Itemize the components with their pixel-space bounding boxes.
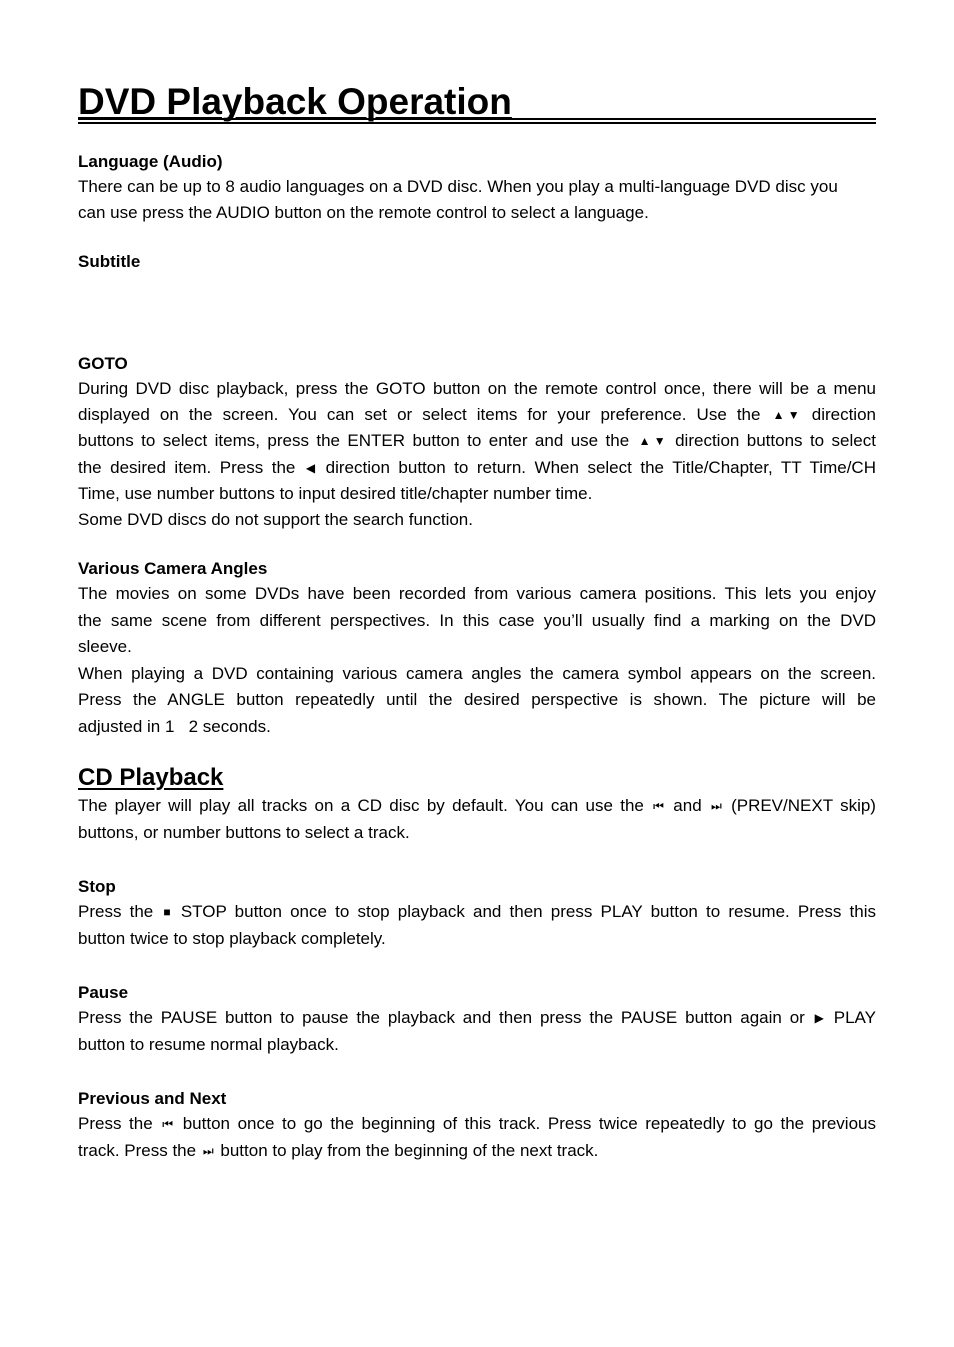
section-heading: GOTO <box>78 354 128 373</box>
section-heading: Subtitle <box>78 252 141 271</box>
paragraph-line: track. Press the ⏭ button to play from the beginning of the next track. <box>78 1138 876 1165</box>
up-down-arrow-icon: ▲ ▼ <box>772 407 800 422</box>
paragraph-line: During DVD disc playback, press the GOTO button on the remote control once, there will be a menu <box>78 379 876 398</box>
section-heading: Various Camera Angles <box>78 559 268 578</box>
section-heading: Stop <box>78 877 116 896</box>
section-heading: Language (Audio) <box>78 152 223 171</box>
prev-skip-icon: ⏮ <box>162 1117 174 1131</box>
subtitle-section <box>78 250 876 274</box>
paragraph-line: button twice to stop playback completely. <box>78 928 386 948</box>
stop-section <box>78 875 876 952</box>
play-arrow-icon: ▶ <box>814 1011 824 1025</box>
paragraph-line: sleeve. <box>78 637 132 656</box>
paragraph-line: Some DVD discs do not support the search function. <box>78 509 473 529</box>
paragraph-line: the same scene from different perspectives. In this case you’ll usually find a marking on the DVD <box>78 610 876 630</box>
paragraph-line: Press the ANGLE button repeatedly until the desired perspective is shown. The picture will be <box>78 690 876 709</box>
next-skip-icon: ⏭ <box>202 1143 214 1158</box>
paragraph-line: buttons to select items, press the ENTER button to enter and use the ▲ ▼ direction buttons to select <box>78 428 876 455</box>
pause-section <box>78 981 876 1058</box>
paragraph-line: adjusted in 1 2 seconds. <box>78 716 271 736</box>
paragraph-line: buttons, or number buttons to select a track. <box>78 822 410 842</box>
paragraph-line: The player will play all tracks on a CD disc by default. You can use the ⏮ and ⏭ (PREV/NEXT skip) <box>78 793 876 820</box>
language-section <box>78 150 876 225</box>
title-rule-bottom <box>78 122 876 124</box>
prev-skip-icon: ⏮ <box>653 799 664 813</box>
paragraph-line: can use press the AUDIO button on the remote control to select a language. <box>78 202 649 222</box>
up-down-arrow-icon: ▲ ▼ <box>638 434 666 448</box>
paragraph-line: Press the ■ STOP button once to stop playback and then press PLAY button to resume. Press this <box>78 899 876 926</box>
paragraph-line: displayed on the screen. You can set or select items for your preference. Use the ▲ ▼ direction <box>78 402 876 429</box>
left-arrow-icon: ◀ <box>305 460 316 475</box>
camera-angles-section <box>78 557 876 740</box>
section-title: CD Playback <box>78 764 224 791</box>
section-heading: Pause <box>78 983 129 1002</box>
paragraph-line: Time, use number buttons to input desired title/chapter number time. <box>78 484 593 503</box>
paragraph-line: button to resume normal playback. <box>78 1034 339 1054</box>
goto-section <box>78 352 876 532</box>
paragraph-line: When playing a DVD containing various camera angles the camera symbol appears on the screen. <box>78 663 876 683</box>
previous-next-section <box>78 1087 876 1164</box>
section-heading: Previous and Next <box>78 1089 227 1108</box>
page-title: DVD Playback Operation <box>78 81 512 122</box>
paragraph-line: There can be up to 8 audio languages on a DVD disc. When you play a multi-language DVD disc you <box>78 177 838 196</box>
paragraph-line: the desired item. Press the ◀ direction button to return. When select the Title/Chapter, TT Time/CH <box>78 455 876 482</box>
stop-icon: ■ <box>163 905 171 919</box>
paragraph-line: The movies on some DVDs have been recorded from various camera positions. This lets you enjoy <box>78 584 876 603</box>
next-skip-icon: ⏭ <box>710 799 722 813</box>
paragraph-line: Press the PAUSE button to pause the playback and then press the PAUSE button again or ▶ PLAY <box>78 1005 876 1032</box>
paragraph-line: Press the ⏮ button once to go the beginning of this track. Press twice repeatedly to go the previous <box>78 1111 876 1138</box>
title-rule-top <box>78 118 876 120</box>
cd-playback-section <box>78 763 876 846</box>
